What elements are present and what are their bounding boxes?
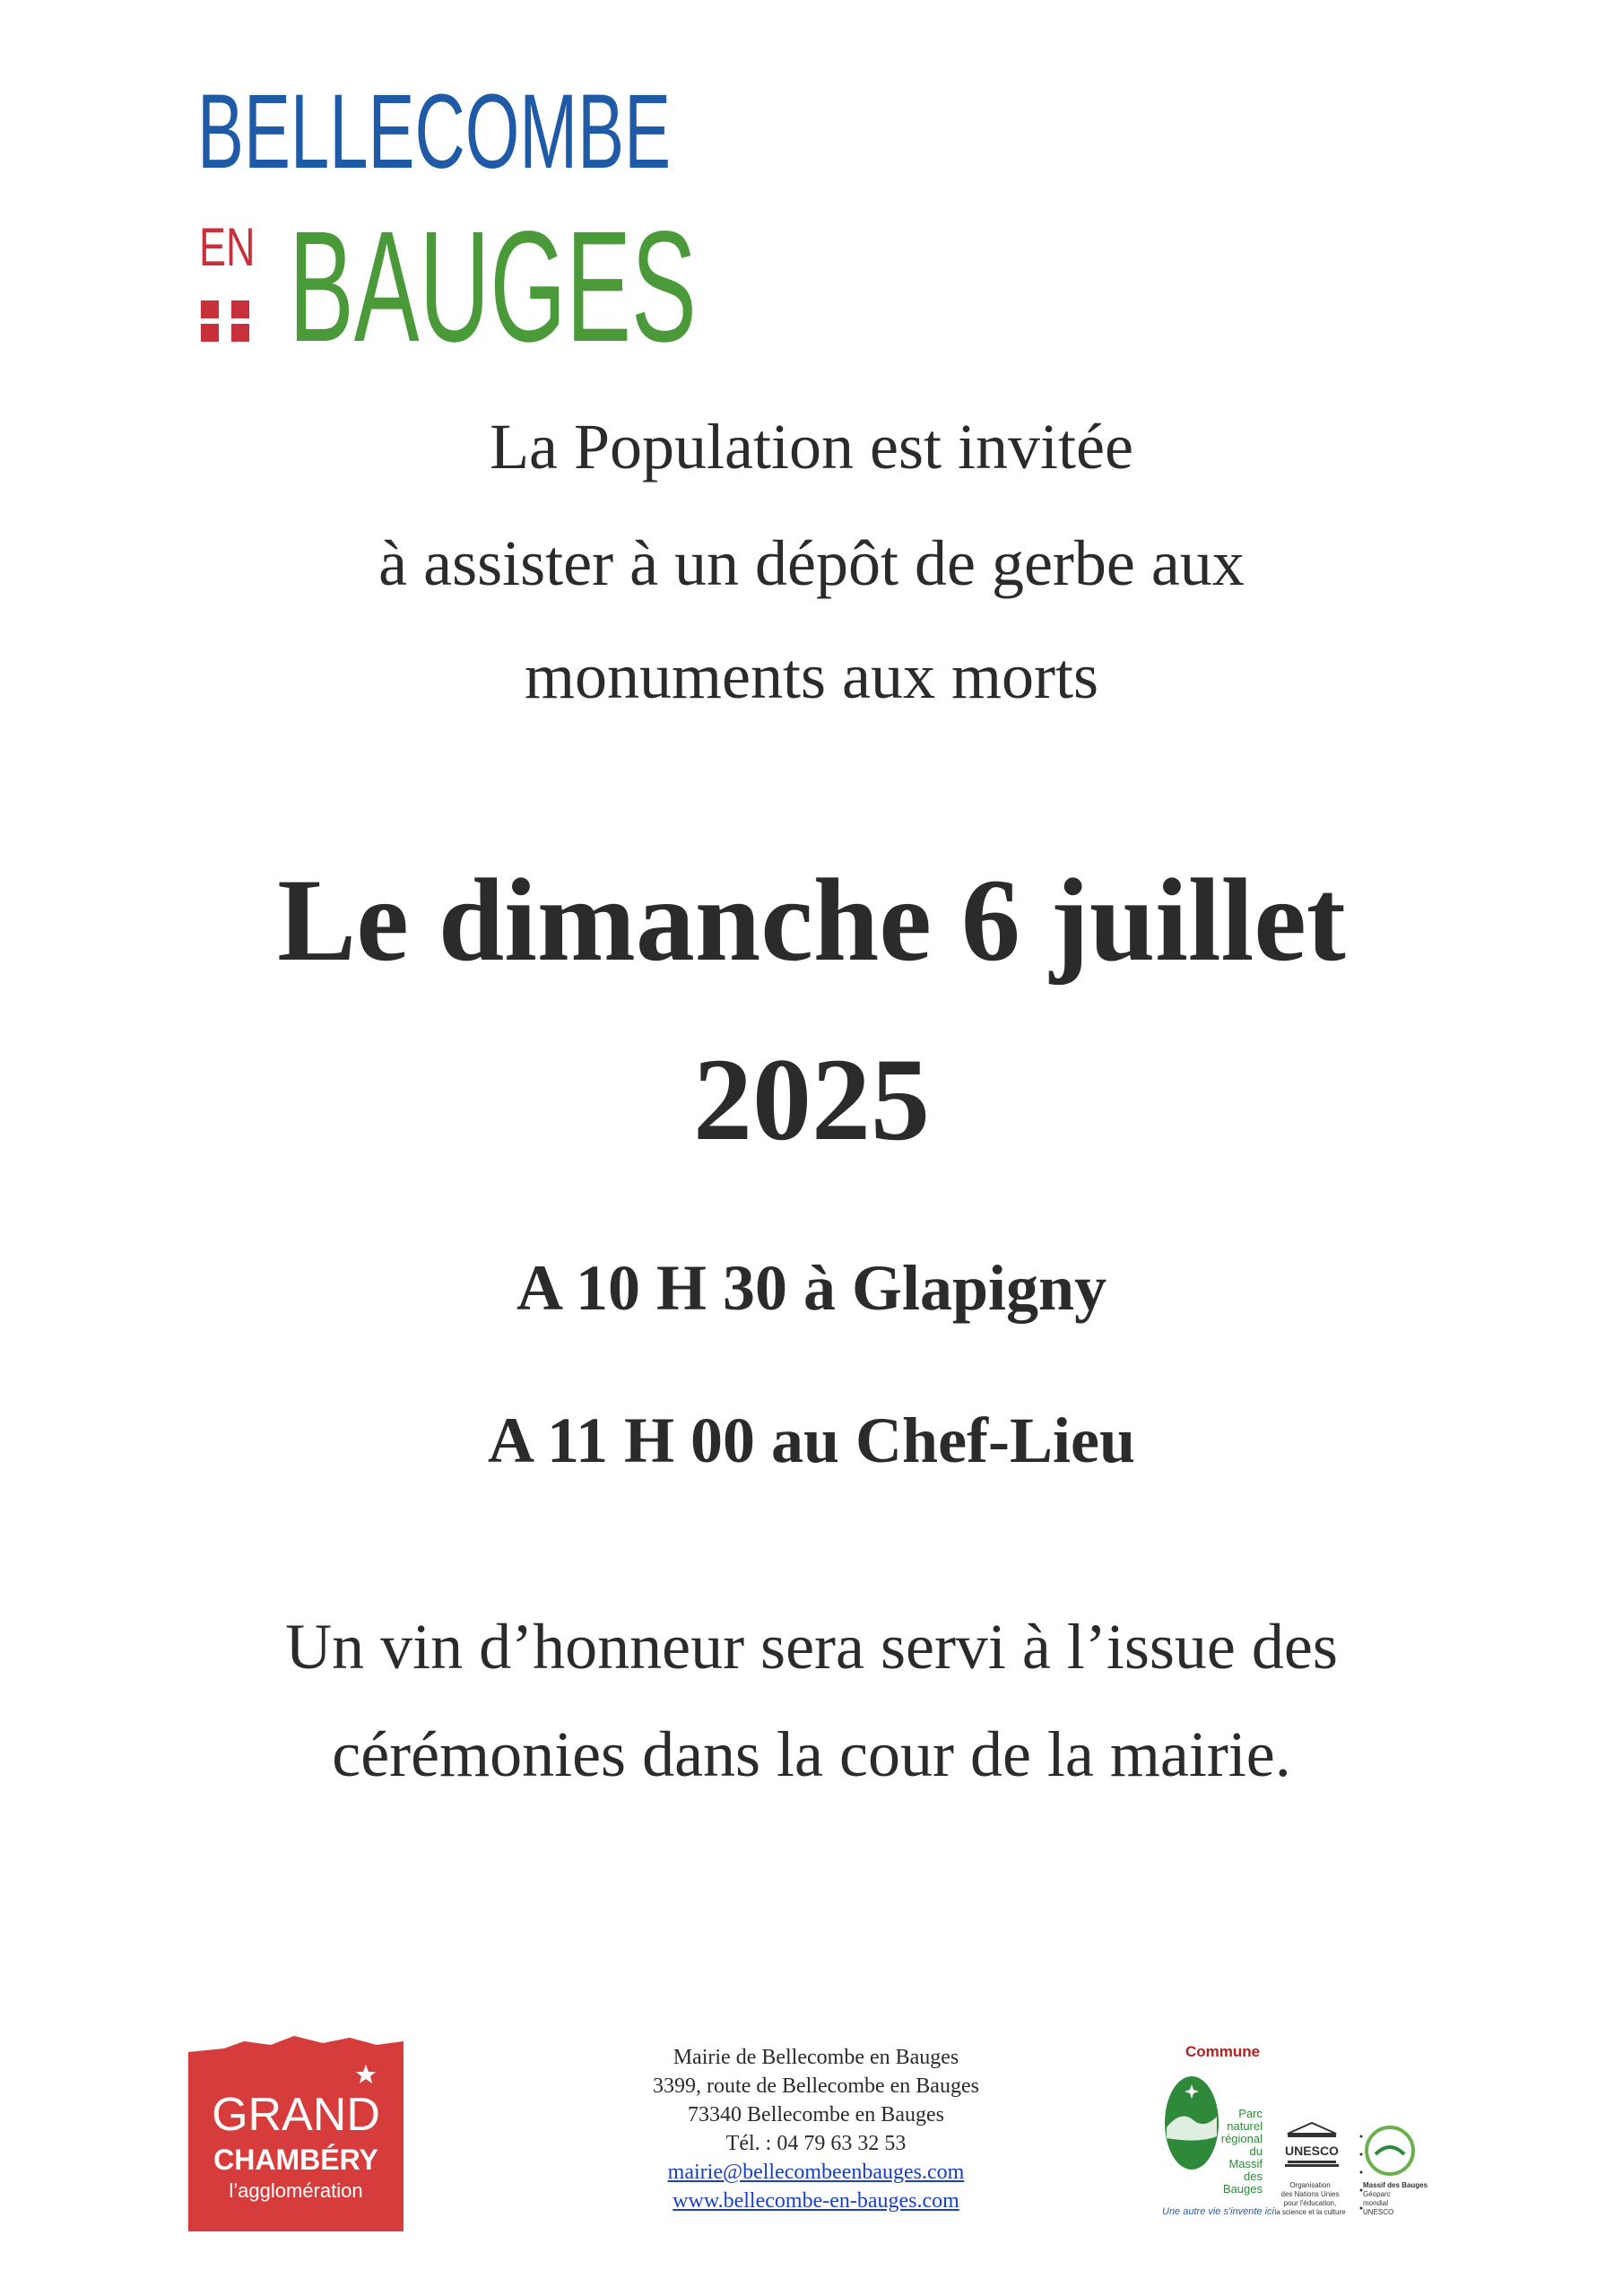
mairie-city: 73340 Bellecombe en Bauges [688, 2103, 944, 2126]
parc-line: régional [1220, 2132, 1263, 2145]
parc-bauges-emblem-icon [1163, 2074, 1220, 2172]
mairie-phone: Tél. : 04 79 63 32 53 [725, 2132, 907, 2155]
mairie-street: 3399, route de Bellecombe en Bauges [653, 2074, 979, 2098]
date-line-2: 2025 [693, 1033, 930, 1165]
logo-title-bellecombe: BELLECOMBE [197, 73, 672, 191]
grand-chambery-agglo: l’agglomération [229, 2179, 363, 2202]
mairie-website-link[interactable]: www.bellecombe-en-bauges.com [673, 2189, 959, 2213]
logo-title-bauges: BAUGES [289, 199, 697, 375]
parc-line: des Bauges [1222, 2170, 1263, 2196]
intro-line-3: monuments aux morts [525, 640, 1098, 712]
mairie-name: Mairie de Bellecombe en Bauges [673, 2046, 959, 2069]
date-line-1: Le dimanche 6 juillet [277, 854, 1346, 986]
commune-label: Commune [1185, 2043, 1261, 2060]
parc-line: du Massif [1228, 2144, 1263, 2170]
outro-line-1: Un vin d’honneur sera servi à l’issue des [285, 1611, 1338, 1683]
geoparc-description [1363, 2181, 1453, 2217]
intro-line-1: La Population est invitée [490, 411, 1133, 483]
unesco-line: Organisation [1289, 2181, 1331, 2189]
intro-line-2: à assister à un dépôt de gerbe aux [378, 527, 1245, 599]
geoparc-title: Massif des Bauges [1363, 2181, 1428, 2189]
logo-en: EN [199, 217, 256, 277]
geoparc-line: Géoparc [1363, 2190, 1391, 2198]
geoparc-emblem-icon [1363, 2124, 1417, 2178]
mairie-address-block [583, 2043, 1049, 2215]
grand-chambery-name: CHAMBÉRY [213, 2144, 378, 2176]
geoparc-line: mondial [1363, 2199, 1389, 2207]
outro-line-2: cérémonies dans la cour de la mairie. [332, 1718, 1291, 1790]
time-chef-lieu: A 11 H 00 au Chef-Lieu [487, 1405, 1136, 1476]
parc-line: Parc [1238, 2107, 1263, 2120]
unesco-description [1263, 2181, 1358, 2217]
unesco-line: pour l'éducation, [1283, 2199, 1337, 2207]
parc-tagline: Une autre vie s'invente ici [1162, 2206, 1274, 2217]
unesco-temple-icon [1282, 2121, 1341, 2168]
mairie-email-link[interactable]: mairie@bellecombeenbauges.com [667, 2161, 965, 2184]
savoie-cross-icon [201, 300, 260, 360]
unesco-word: UNESCO [1285, 2144, 1339, 2158]
grand-chambery-grand: GRAND [212, 2089, 380, 2141]
unesco-line: la science et la culture [1274, 2208, 1346, 2216]
unesco-line: des Nations Unies [1280, 2190, 1340, 2198]
time-glapigny: A 10 H 30 à Glapigny [516, 1252, 1107, 1324]
parc-naturel-text [1218, 2108, 1263, 2196]
parc-line: naturel [1227, 2119, 1263, 2133]
geoparc-line: UNESCO [1363, 2208, 1394, 2216]
